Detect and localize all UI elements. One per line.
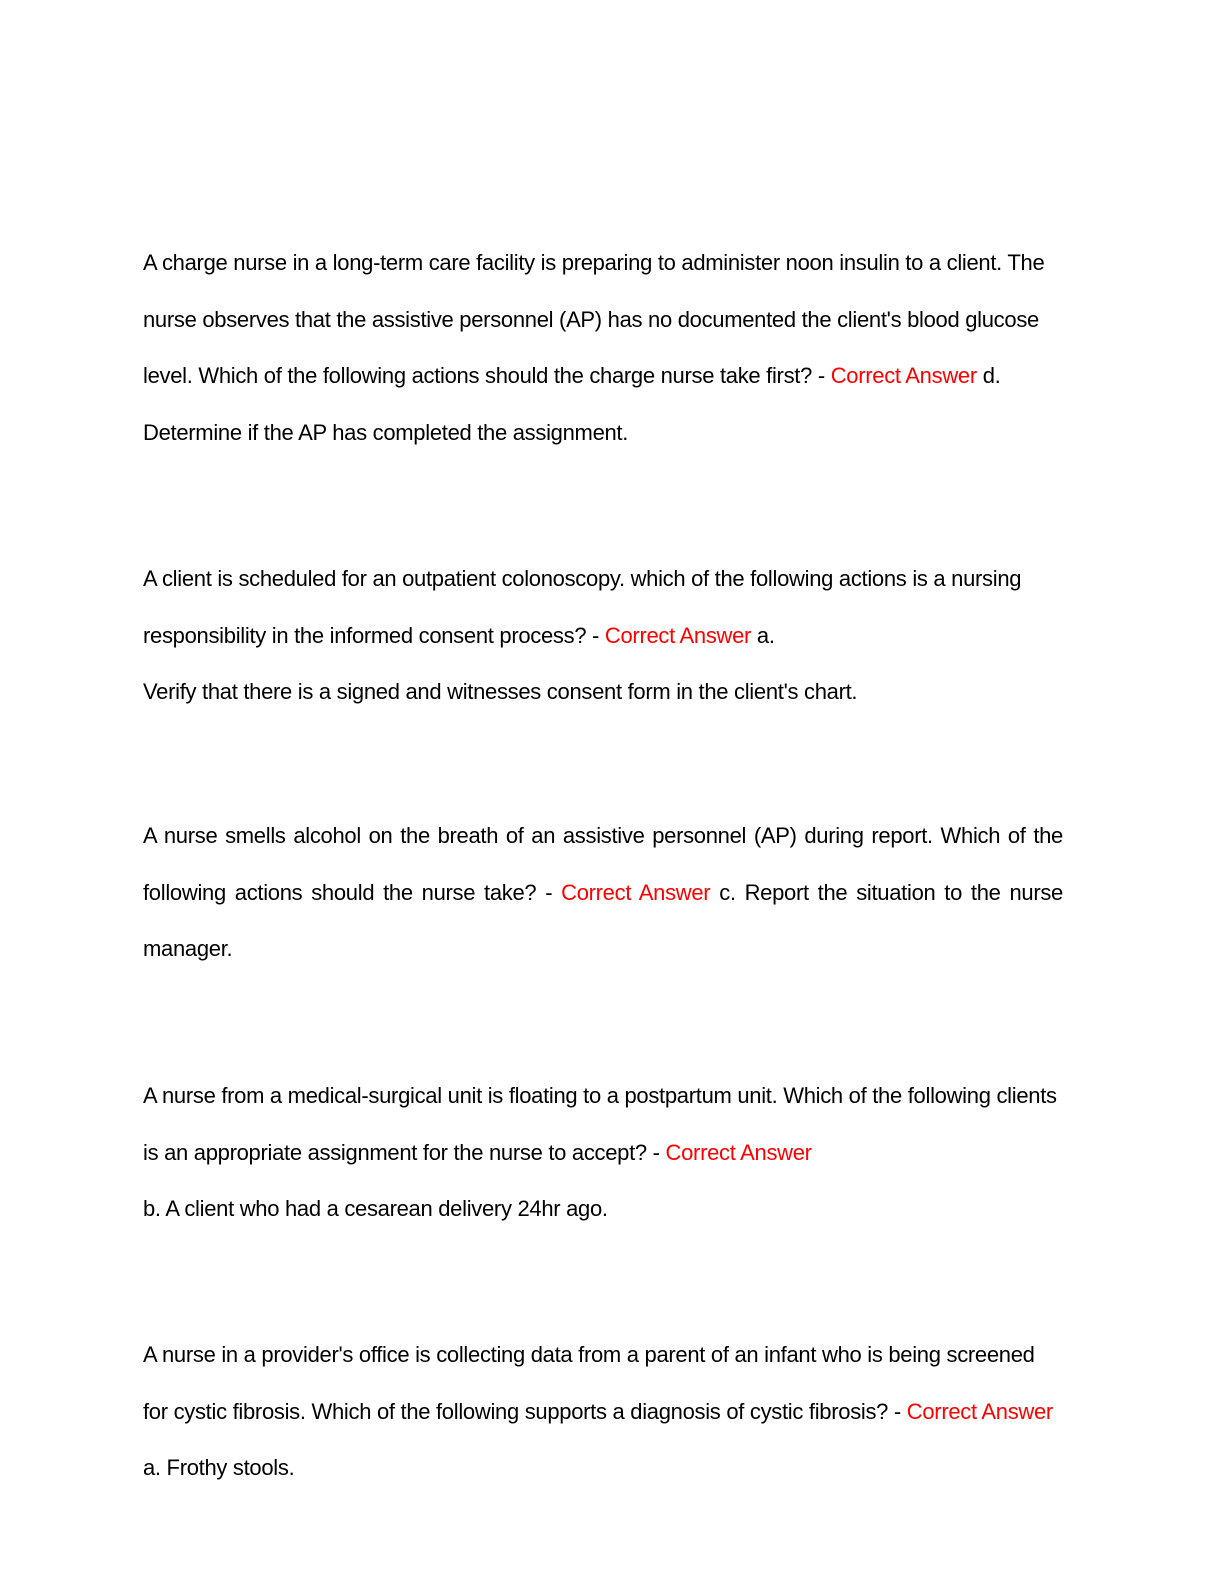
answer-prefix: a. [756,622,775,648]
correct-answer-label: Correct Answer [561,879,711,905]
answer-text: a. Frothy stools. [143,1455,295,1480]
correct-answer-label: Correct Answer [604,622,752,648]
qa-item-1 [143,235,1063,461]
answer-text: c. Report the situation to the nurse manager. [143,879,1063,961]
answer-text: Verify that there is a signed and witnesses consent form in the client's chart. [143,679,858,704]
question-text: A nurse in a provider's office is collecting data from a parent of an infant who is being screened for cystic fibrosis. Which of the following supports a diagnosis of cystic fibrosis? - [143,1342,1035,1424]
correct-answer-label: Correct Answer [906,1398,1053,1424]
question-text: A charge nurse in a long-term care facility is preparing to administer noon insulin to a client. The nurse observes that the assistive personnel (AP) has no documented the client's blood glucose level. Which of the following actions should the charge nurse take first? - [143,250,1045,388]
correct-answer-label: Correct Answer [665,1139,812,1165]
question-text: A client is scheduled for an outpatient colonoscopy. which of the following actions is a nursing responsibility in the informed consent process? - [143,566,1022,648]
question-text: A nurse from a medical-surgical unit is floating to a postpartum unit. Which of the following clients is an appropriate assignment for the nurse to accept? - [143,1083,1057,1165]
qa-item-2 [143,551,1063,721]
answer-text: d. Determine if the AP has completed the assignment. [143,363,1001,445]
correct-answer-label: Correct Answer [830,363,977,388]
qa-item-3 [143,808,1063,978]
question-text: A nurse smells alcohol on the breath of an assistive personnel (AP) during report. Which of the following actions should the nurse take? - [143,823,1063,905]
answer-text: b. A client who had a cesarean delivery 24hr ago. [143,1196,608,1221]
qa-item-4 [143,1068,1063,1238]
qa-item-5 [143,1327,1063,1497]
